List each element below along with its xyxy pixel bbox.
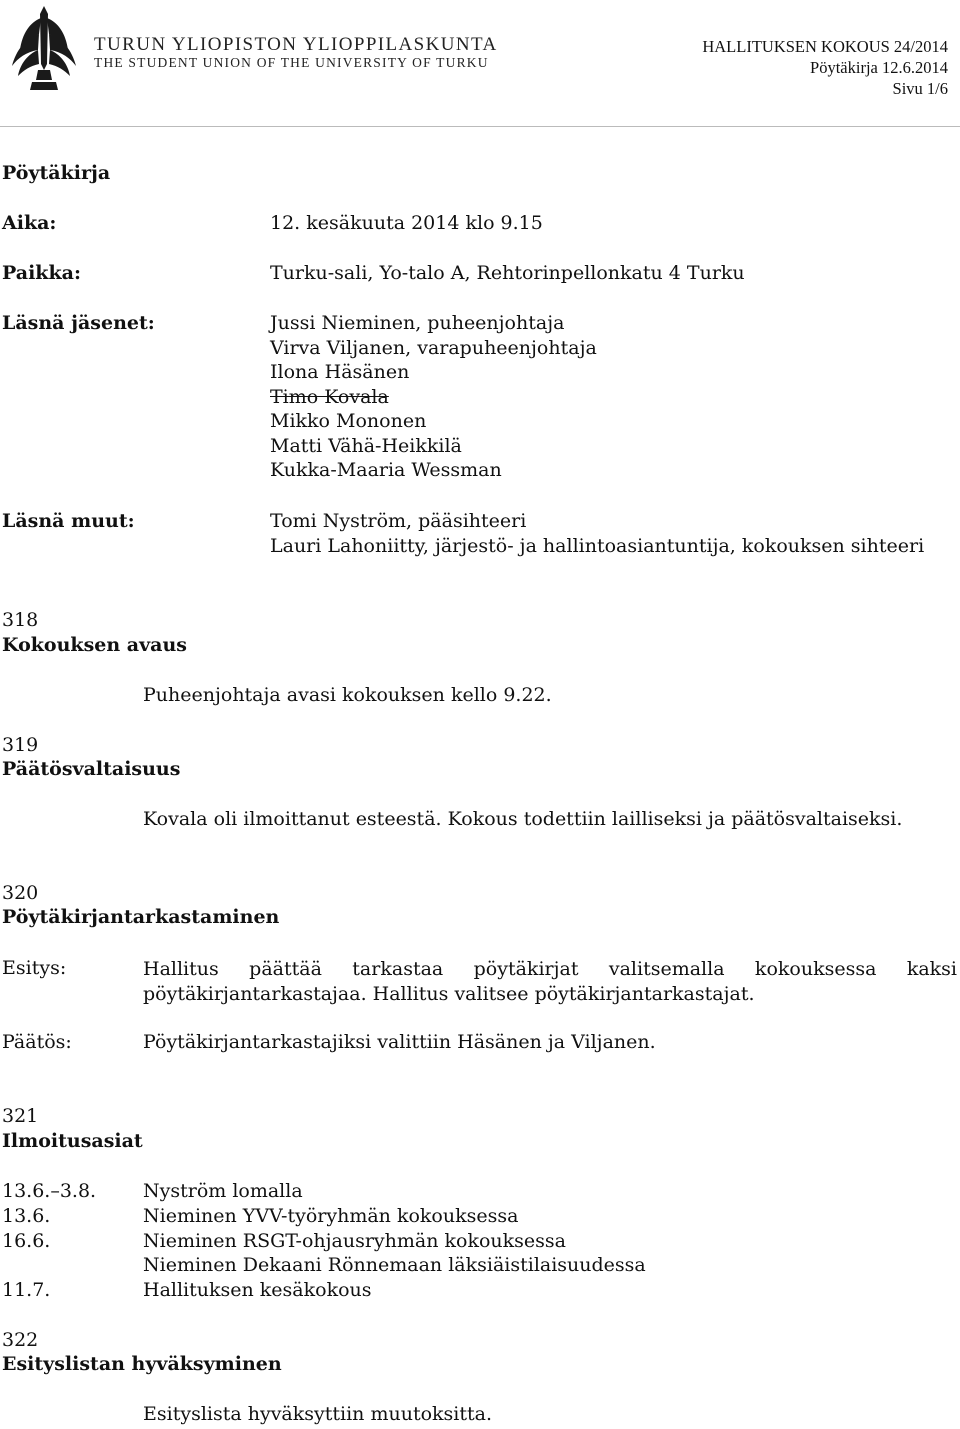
section-number: 321 [2,1105,39,1127]
section-number: 318 [2,609,39,631]
section-body: Esityslista hyväksyttiin muutoksitta. [143,1403,492,1425]
announcement-date: 13.6. [2,1205,51,1227]
proposal-text: Hallitus päättää tarkastaa pöytäkirjat valitsemalla kokouksessa kaksi pöytäkirjantarkastajaa. Hallitus valitsee pöytäkirjantarkastajat. [143,958,957,1005]
announcement-text: Nieminen RSGT-ohjausryhmän kokouksessa [143,1230,566,1252]
member-item: Jussi Nieminen, puheenjohtaja [270,312,565,334]
announcement-date: 13.6.–3.8. [2,1180,97,1202]
member-item: Mikko Mononen [270,410,427,432]
header-divider [0,126,960,127]
announcement-date: 11.7. [2,1279,51,1301]
section-number: 319 [2,734,39,756]
org-name-fi: TURUN YLIOPISTON YLIOPPILASKUNTA [94,34,498,55]
member-item: Matti Vähä-Heikkilä [270,435,462,457]
member-item-struck: Timo Kovala [270,386,389,408]
page-number: Sivu 1/6 [892,79,948,98]
announcement-date: 16.6. [2,1230,51,1252]
member-item: Ilona Häsänen [270,361,410,383]
document-date: Pöytäkirja 12.6.2014 [810,58,948,77]
section-title: Päätösvaltaisuus [2,758,181,780]
time-label: Aika: [2,212,57,234]
place-label: Paikka: [2,262,81,284]
member-item: Virva Viljanen, varapuheenjohtaja [270,337,597,359]
decision-text: Pöytäkirjantarkastajiksi valittiin Häsänen ja Viljanen. [143,1031,656,1053]
section-title: Ilmoitusasiat [2,1130,143,1152]
section-title: Esityslistan hyväksyminen [2,1353,282,1375]
members-label: Läsnä jäsenet: [2,312,155,334]
announcement-text: Nyström lomalla [143,1180,303,1202]
announcement-text: Hallituksen kesäkokous [143,1279,372,1301]
section-number: 322 [2,1329,39,1351]
member-item: Kukka-Maaria Wessman [270,459,502,481]
decision-label: Päätös: [2,1031,72,1053]
student-union-logo [8,4,80,94]
section-title: Kokouksen avaus [2,634,187,656]
time-value: 12. kesäkuuta 2014 klo 9.15 [270,212,543,234]
other-attendee: Lauri Lahoniitty, järjestö- ja hallintoasiantuntija, kokouksen sihteeri [270,535,925,557]
other-attendee: Tomi Nyström, pääsihteeri [270,510,527,532]
document-title: Pöytäkirja [2,162,111,184]
section-title: Pöytäkirjantarkastaminen [2,906,280,928]
announcement-text: Nieminen Dekaani Rönnemaan läksiäistilaisuudessa [143,1254,646,1276]
others-label: Läsnä muut: [2,510,135,532]
proposal-label: Esitys: [2,957,67,979]
place-value: Turku-sali, Yo-talo A, Rehtorinpellonkatu 4 Turku [270,262,745,284]
section-number: 320 [2,882,39,904]
org-name-en: THE STUDENT UNION OF THE UNIVERSITY OF TURKU [94,55,489,70]
section-body: Puheenjohtaja avasi kokouksen kello 9.22. [143,684,552,706]
section-body: Kovala oli ilmoittanut esteestä. Kokous todettiin lailliseksi ja päätösvaltaiseksi. [143,808,903,830]
announcement-text: Nieminen YVV-työryhmän kokouksessa [143,1205,519,1227]
meeting-title: HALLITUKSEN KOKOUS 24/2014 [702,37,948,56]
